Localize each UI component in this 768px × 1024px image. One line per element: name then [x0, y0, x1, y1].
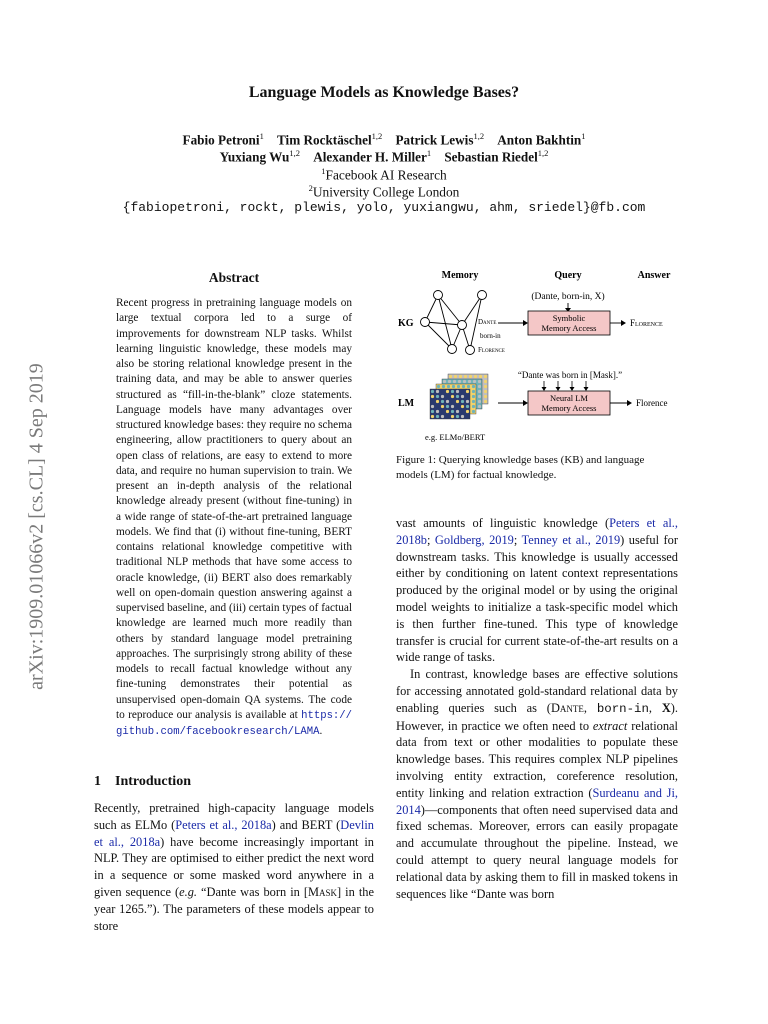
lm-grid-cell	[451, 395, 454, 398]
lm-grid-cell	[436, 415, 439, 418]
lm-grid-cell	[459, 375, 462, 378]
author-name: Anton Bakhtin	[497, 132, 582, 148]
col-query-label: Query	[554, 270, 582, 281]
lm-grid-cell	[436, 410, 439, 413]
lm-grid-cell	[478, 400, 481, 403]
lm-grid-cell	[472, 405, 475, 408]
author-name: Alexander H. Miller	[313, 149, 427, 165]
lm-grid-cell	[461, 395, 464, 398]
lm-grid-cell	[431, 405, 434, 408]
lm-grid-cell	[461, 390, 464, 393]
text-run: “Dante was born in [	[197, 884, 308, 899]
lm-grid-cell	[451, 390, 454, 393]
lm-grid-cell	[436, 405, 439, 408]
lm-grid-cell	[431, 390, 434, 393]
text-run: ) have become increasingly important in NLP. They are optimised to either predict the next word in a sequence or some masked word anywhere in a given sequence (	[94, 834, 374, 899]
text-run: )—components that often need supervised data and fixed schemas. Moreover, errors can easily propagate and accumulate throughout the pipeline. Instead, we could attempt to query neural language models for relational data by asking them to fill in masked tokens in sequences like “Dante was born	[396, 802, 678, 901]
lm-grid-cell	[472, 410, 475, 413]
lm-grid-cell	[453, 380, 456, 383]
lm-grid-cell	[451, 415, 454, 418]
abstract-heading: Abstract	[208, 270, 260, 285]
lm-grid-cell	[458, 380, 461, 383]
lm-grid-cell	[441, 410, 444, 413]
col-memory-label: Memory	[441, 270, 479, 281]
lm-grid-cell	[456, 400, 459, 403]
lm-answer-text: Florence	[636, 398, 668, 408]
lm-grid-cell	[443, 380, 446, 383]
text-run: X	[661, 700, 671, 715]
citation-link[interactable]: Tenney et al., 2019	[521, 532, 621, 547]
text-run: ] in the year 1265.”). The parameters of these models appear to store	[94, 884, 374, 933]
text-run: ) and BERT (	[271, 817, 341, 832]
lm-grid-cell	[451, 400, 454, 403]
text-run: extract	[592, 718, 628, 733]
citation-link[interactable]: Peters et al., 2018b	[396, 516, 678, 547]
lm-grid-cell	[456, 405, 459, 408]
author-name: Yuxiang Wu	[219, 149, 290, 165]
node-dante-label: Dante	[478, 318, 497, 326]
lm-grid-cell	[474, 375, 477, 378]
lm-grid-cell	[472, 390, 475, 393]
code-link[interactable]: https://github.com/facebookresearch/LAMA	[116, 709, 352, 738]
lm-grid-cell	[466, 405, 469, 408]
lm-grid-cell	[431, 410, 434, 413]
lm-grid-cell	[484, 395, 487, 398]
affiliation-1: $^1$Facebook AI Research	[321, 166, 447, 183]
arxiv-side-label: arXiv:1909.01066v2 [cs.CL] 4 Sep 2019	[25, 363, 48, 690]
lm-grid-cell	[468, 380, 471, 383]
text-run: In contrast, knowledge bases are effective solutions for accessing annotated gold-standard relational data by enabling queries such as (	[396, 667, 678, 715]
lm-grid-cell	[479, 375, 482, 378]
lm-grid-cell	[431, 400, 434, 403]
lm-label: LM	[398, 398, 415, 409]
lm-grid-cell	[462, 385, 465, 388]
introduction-right-column	[396, 515, 678, 902]
lm-grid-cell	[463, 380, 466, 383]
lm-grid-cell	[461, 415, 464, 418]
col-answer-label: Answer	[637, 270, 671, 281]
lm-grid-cell	[466, 395, 469, 398]
lm-grid-cell	[442, 385, 445, 388]
introduction-left-column	[94, 800, 374, 934]
lm-grid-cell	[456, 395, 459, 398]
lm-grid-cell	[457, 385, 460, 388]
author-name: Patrick Lewis	[395, 132, 474, 148]
lm-grid-cell	[469, 375, 472, 378]
lm-grid-cell	[436, 395, 439, 398]
lm-grid-cell	[446, 400, 449, 403]
author-name: Tim Rocktäschel	[277, 132, 372, 148]
abstract-text: Recent progress in pretraining language models on large textual corpora led to a surge of improvements for downstream NLP tasks. Whilst learning linguistic knowledge, these models may also be storing relational knowledge present in the training data, and may be able to answer queries structured as “fill-in-the-blank” cloze statements. Language models have many advantages over structured knowledge bases: they require no schema engineering, allow practitioners to query about an open class of relations, are easy to extend to more data, and require no human supervision to train. We present an in-depth analysis of the relational knowledge already present (without fine-tuning) in a wide range of state-of-the-art pretrained language models. We find that (i) without fine-tuning, BERT contains relational knowledge competitive with traditional NLP methods that have some access to oracle knowledge, (ii) BERT also does remarkably well on open-domain question answering against a supervised baseline, and (iii) certain types of factual knowledge are learned much more readily than others by standard language model pretraining approaches. The surprisingly strong ability of these models to recall factual knowledge without any fine-tuning demonstrates their potential as unsupervised open-domain QA systems. The code to reproduce our analysis is available at	[116, 297, 352, 721]
lm-grid-cell	[456, 410, 459, 413]
neural-box-line1: Neural LM	[549, 393, 589, 403]
lm-weight-grids	[430, 374, 488, 419]
lm-grid-cell	[472, 400, 475, 403]
lm-grid-cell	[447, 385, 450, 388]
lm-grid-cell	[484, 375, 487, 378]
lm-grid-cell	[446, 415, 449, 418]
lm-grid-cell	[472, 395, 475, 398]
text-run: relational data from text or other modalities to populate these knowledge bases. This requires complex NLP pipelines involving entity extraction, coreference resolution, entity linking and relation extraction (	[396, 718, 678, 800]
lm-grid-cell	[456, 415, 459, 418]
lm-grid-cell	[484, 380, 487, 383]
lm-grid-cell	[452, 385, 455, 388]
lm-grid-cell	[473, 380, 476, 383]
lm-grid-cell	[441, 390, 444, 393]
author-name: Sebastian Riedel	[444, 149, 538, 165]
edge-born-in-label: born-in	[480, 332, 501, 340]
text-run: Recently, pretrained high-capacity language models such as ELMo (	[94, 801, 374, 832]
text-run: vast amounts of linguistic knowledge (	[396, 516, 610, 530]
lm-grid-cell	[484, 390, 487, 393]
text-run: e.g.	[179, 884, 198, 899]
symbolic-box-line2: Memory Access	[541, 323, 597, 333]
abstract-body: Recent progress in pretraining language models on large textual corpora led to a surge of improvements for downstream NLP tasks. Whilst learning linguistic knowledge, these models may also be storing relational knowledge present in the training data, and may be able to answer queries structured as “fill-in-the-blank” cloze statements. Language models have many advantages over structured knowledge bases: they require no schema engineering, allow practitioners to query about an open class of relations, are easy to extend to more data, and require no human supervision to train. We present an in-depth analysis of the relational knowledge already present (without fine-tuning) in a wide range of state-of-the-art pretrained language models. We find that (i) without fine-tuning, BERT contains relational knowledge competitive with traditional NLP methods that have some access to oracle knowledge, (ii) BERT also does remarkably well on open-domain question answering against a supervised baseline, and (iii) certain types of factual knowledge are learned much more readily than others by standard language model pretraining approaches. The surprisingly strong ability of these models to recall factual knowledge without any fine-tuning demonstrates their potential as unsupervised open-domain QA systems. The code to reproduce our analysis is available at https://github.com/facebookresearch/LAMA.	[116, 297, 352, 738]
lm-grid-cell	[446, 410, 449, 413]
text-run: born-in	[596, 701, 649, 716]
citation-link[interactable]: Peters et al., 2018a	[175, 817, 272, 832]
lm-grid-cell	[454, 375, 457, 378]
lm-grid-cell	[478, 380, 481, 383]
lm-grid-cell	[441, 405, 444, 408]
lm-grid-cell	[446, 405, 449, 408]
knowledge-graph	[421, 291, 487, 355]
lm-grid-cell	[466, 410, 469, 413]
lm-grid-cell	[448, 380, 451, 383]
author-emails: {fabiopetroni, rockt, plewis, yolo, yuxiangwu, ahm, sriedel}@fb.com	[122, 200, 646, 215]
lm-grid-cell	[484, 385, 487, 388]
lm-grid-cell	[446, 390, 449, 393]
lm-grid-cell	[472, 385, 475, 388]
author-name: Fabio Petroni	[182, 132, 260, 148]
lm-grid-cell	[446, 395, 449, 398]
node-florence-label: Florence	[478, 346, 505, 354]
citation-link[interactable]: Goldberg, 2019	[434, 532, 514, 547]
lm-grid-cell	[451, 405, 454, 408]
text-run: ) useful for downstream tasks. This knowledge is usually accessed either by conditioning on latent context representations produced by the original model or by using the original model weights to initialize a task-specific model which is then further fine-tuned. This type of knowledge transfer is crucial for current state-of-the-art results on a wide range of tasks.	[396, 532, 678, 665]
lm-grid-cell	[466, 390, 469, 393]
neural-box-line2: Memory Access	[541, 403, 597, 413]
lm-grid-cell	[441, 400, 444, 403]
lm-grid-cell	[461, 400, 464, 403]
text-run: ;	[513, 532, 522, 547]
lm-grid-cell	[436, 400, 439, 403]
text-run: Dante	[550, 700, 584, 715]
author-line-1: Fabio Petroni$^1$ Tim Rocktäschel$^{1,2}$ Patrick Lewis$^{1,2}$ Anton Bakhtin$^1$	[182, 131, 586, 148]
text-run: ;	[426, 532, 435, 547]
section-heading-introduction: 1 Introduction	[94, 774, 191, 789]
text-run: Mask	[308, 884, 338, 899]
text-run: ,	[648, 700, 662, 715]
citation-link[interactable]: Devlin et al., 2018a	[94, 817, 374, 849]
author-line-2: Yuxiang Wu$^{1,2}$ Alexander H. Miller$^1$ Sebastian Riedel$^{1,2}$	[219, 148, 549, 165]
lm-grid-cell	[464, 375, 467, 378]
figure-1	[392, 262, 682, 444]
lm-grid-cell	[461, 405, 464, 408]
kb-answer-text: Florence	[630, 318, 663, 328]
text-run: ,	[583, 700, 597, 715]
lm-grid-cell	[478, 390, 481, 393]
lm-grid-cell	[466, 400, 469, 403]
text-run: ). However, in practice we often need to	[396, 700, 679, 733]
lm-grid-cell	[478, 385, 481, 388]
lm-grid-cell	[451, 410, 454, 413]
kb-query-text: (Dante, born-in, X)	[531, 292, 605, 302]
lm-grid-cell	[467, 385, 470, 388]
lm-grid-cell	[431, 415, 434, 418]
lm-examples-label: e.g. ELMo/BERT	[425, 432, 486, 442]
lm-grid-cell	[437, 385, 440, 388]
lm-grid-cell	[441, 395, 444, 398]
lm-grid-cell	[484, 400, 487, 403]
lm-grid-cell	[456, 390, 459, 393]
symbolic-box-line1: Symbolic	[552, 313, 586, 323]
paper-title: Language Models as Knowledge Bases?	[248, 84, 520, 101]
lm-query-text: “Dante was born in [Mask].”	[517, 370, 623, 380]
lm-grid-cell	[478, 405, 481, 408]
lm-grid-cell	[461, 410, 464, 413]
kb-label: KG	[398, 318, 414, 329]
lm-grid-layer	[430, 389, 470, 419]
lm-grid-cell	[431, 395, 434, 398]
lm-grid-cell	[449, 375, 452, 378]
citation-link[interactable]: Surdeanu and Ji, 2014	[396, 785, 678, 817]
figure-1-caption: Figure 1: Querying knowledge bases (KB) and language models (LM) for factual knowledge.	[396, 454, 645, 481]
lm-grid-cell	[466, 415, 469, 418]
lm-grid-cell	[441, 415, 444, 418]
lm-grid-cell	[436, 390, 439, 393]
affiliation-2: $^2$University College London	[308, 183, 460, 200]
lm-grid-cell	[478, 395, 481, 398]
